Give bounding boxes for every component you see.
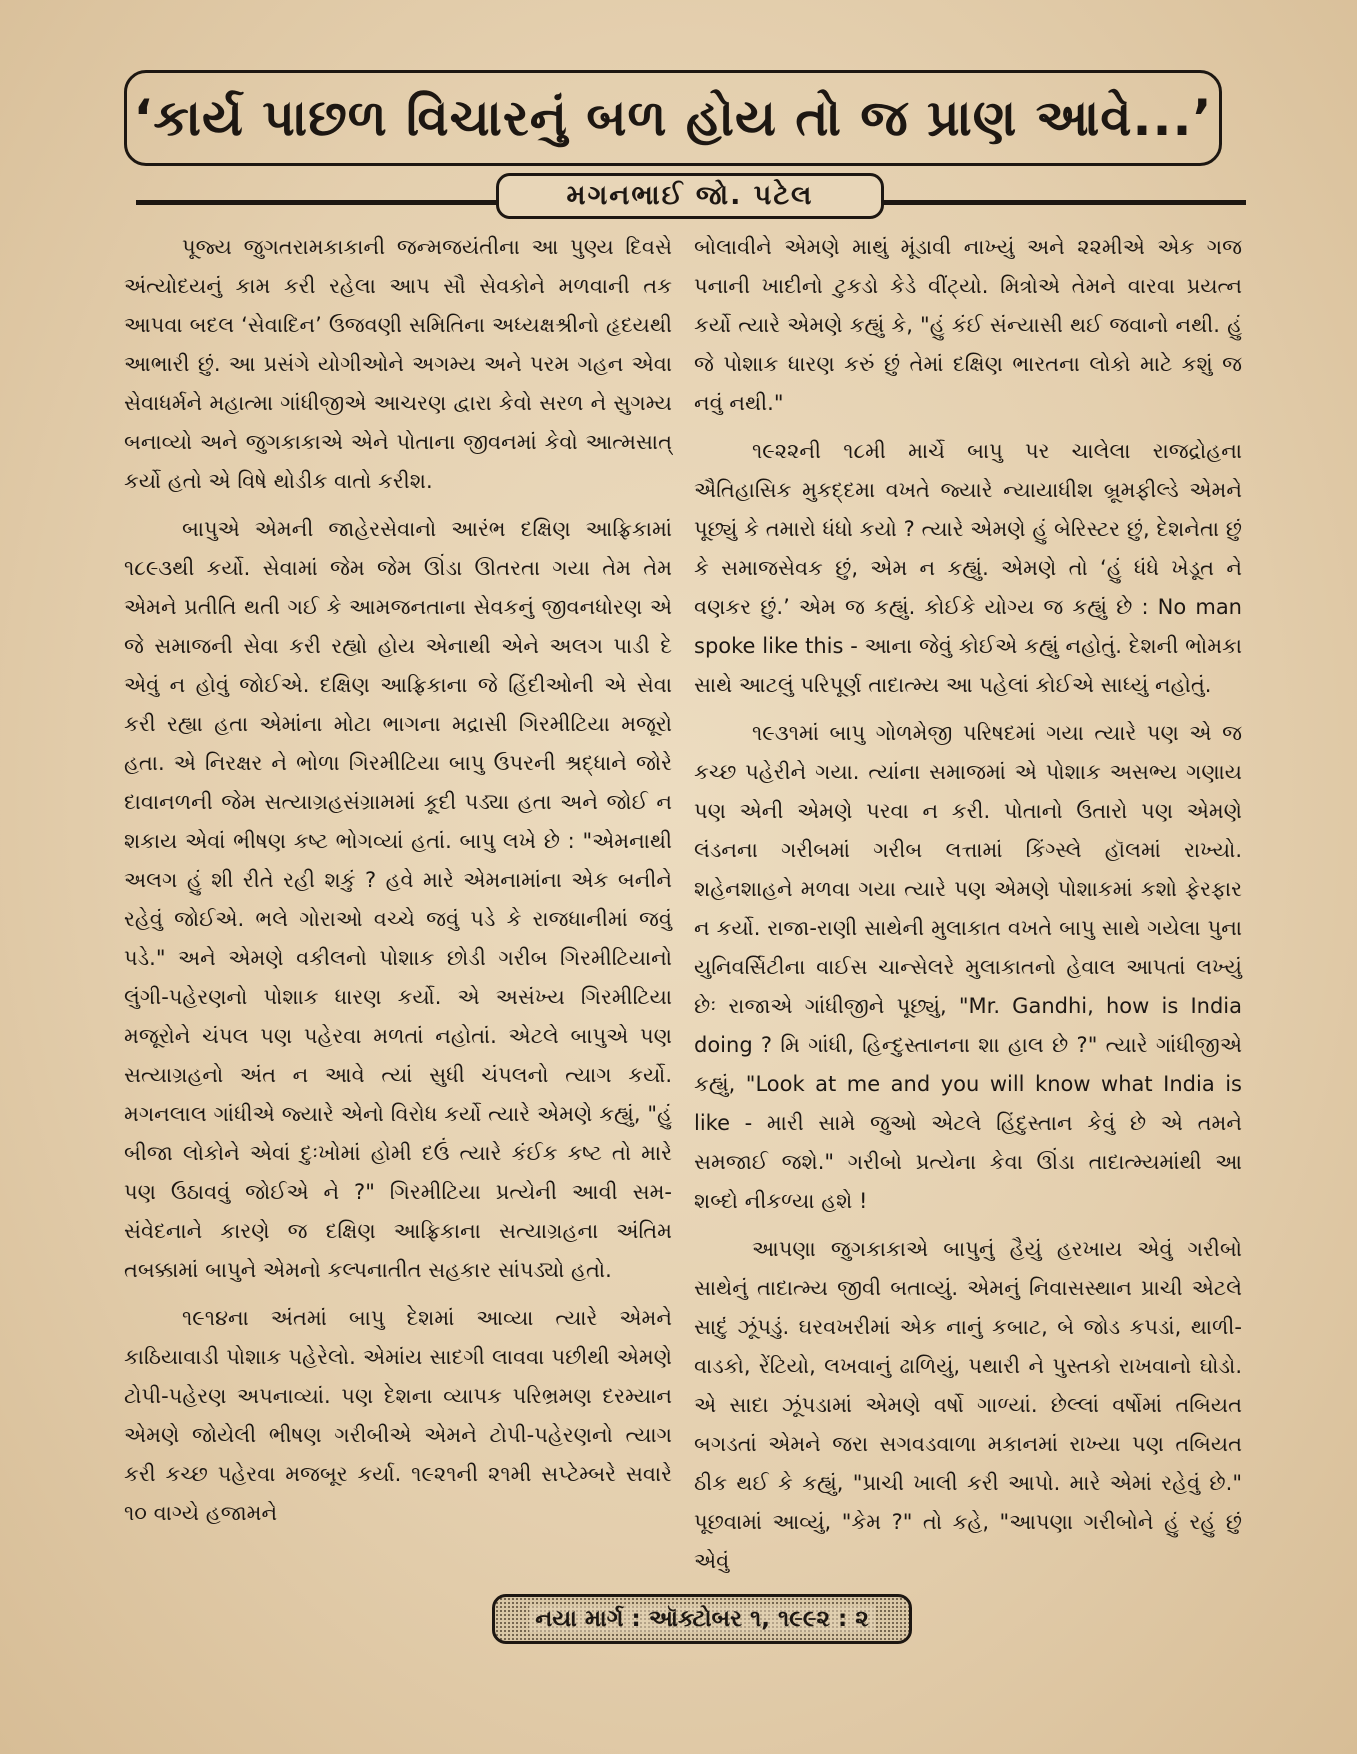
divider-left xyxy=(136,200,496,205)
footer-box xyxy=(492,1594,912,1644)
author-box xyxy=(496,173,884,219)
article-title: ‘કાર્ય પાછળ વિચારનું બળ હોય તો જ પ્રાણ આવે...’ xyxy=(133,88,1213,147)
footer-publication-date: નયા માર્ગ : ઑક્ટોબર ૧, ૧૯૯૨ : ૨ xyxy=(529,1606,874,1632)
author-name: મગનભાઈ જો. પટેલ xyxy=(566,180,814,211)
paragraph: પૂજ્ય જુગતરામકાકાની જન્મજયંતીના આ પુણ્ય દિવસે અંત્યોદયનું કામ કરી રહેલા આપ સૌ સેવકોને મળવાની તક આપવા બદલ ‘સેવાદિન’ ઉજવણી સમિતિના અધ્યક્ષશ્રીનો હૃદયથી આભારી છું. આ પ્રસંગે યોગીઓને અગમ્ય અને પરમ ગહન એવા સેવાધર્મને મહાત્મા ગાંધીજીએ આચરણ દ્વારા કેવો સરળ ને સુગમ્ય બનાવ્યો અને જુગકાકાએ એને પોતાના જીવનમાં કેવો આત્મસાત્ કર્યો હતો એ વિષે થોડીક વાતો કરીશ. xyxy=(124,235,672,493)
paragraph: બાપુએ એમની જાહેરસેવાનો આરંભ દક્ષિણ આફ્રિકામાં ૧૮૯૩થી કર્યો. સેવામાં જેમ જેમ ઊંડા ઊતરતા ગયા તેમ તેમ એમને પ્રતીતિ થતી ગઈ કે આમજનતાના સેવકનું જીવનધોરણ એ જે સમાજની સેવા કરી રહ્યો હોય એનાથી એને અલગ પાડી દે એવું ન હોવું જોઈએ. દક્ષિણ આફ્રિકાના જે હિંદીઓની એ સેવા કરી રહ્યા હતા એમાંના મોટા ભાગના મદ્રાસી ગિરમીટિયા મજૂરો હતા. એ નિરક્ષર ને ભોળા ગિરમીટિયા બાપુ ઉપરની શ્રદ્ધાને જોરે દાવાનળની જેમ સત્યાગ્રહસંગ્રામમાં કૂદી પડ્યા હતા અને જોઈ ન શકાય એવાં ભીષણ કષ્ટ ભોગવ્યાં હતાં. બાપુ લખે છે : "એમનાથી અલગ હું શી રીતે રહી શકું ? હવે મારે એમનામાંના એક બનીને રહેવું જોઈએ. ભલે ગોરાઓ વચ્ચે જવું પડે કે રાજધાનીમાં જવું પડે." અને એમણે વકીલનો પોશાક છોડી ગરીબ ગિરમીટિયાનો લુંગી-પહેરણનો પોશાક ધારણ કર્યો. એ અસંખ્ય ગિરમીટિયા મજૂરોને ચંપલ પણ પહેરવા મળતાં નહોતાં. એટલે બાપુએ પણ સત્યાગ્રહનો અંત ન આવે ત્યાં સુધી ચંપલનો ત્યાગ કર્યો. મગનલાલ ગાંધીએ જ્યારે એનો વિરોધ કર્યો ત્યારે એમણે કહ્યું, "હું બીજા લોકોને એવાં દુઃખોમાં હોમી દઉં ત્યારે કંઈક કષ્ટ તો મારે પણ ઉઠાવવું જોઈએ ને ?" ગિરમીટિયા પ્રત્યેની આવી સમ-સંવેદનાને કારણે જ દક્ષિણ આફ્રિકાના સત્યાગ્રહના અંતિમ તબક્કામાં બાપુને એમનો કલ્પનાતીત સહકાર સાંપડ્યો હતો. xyxy=(124,517,672,1282)
paragraph: ૧૯૨૨ની ૧૮મી માર્ચે બાપુ પર ચાલેલા રાજદ્રોહના ઐતિહાસિક મુકદ્દમા વખતે જ્યારે ન્યાયાધીશ બ્રૂમફીલ્ડે એમને પૂછ્યું કે તમારો ધંધો કયો ? ત્યારે એમણે હું બેરિસ્ટર છું, દેશનેતા છું કે સમાજસેવક છું, એમ ન કહ્યું. એમણે તો ‘હું ધંધે ખેડૂત ને વણકર છું.’ એમ જ કહ્યું. કોઈકે યોગ્ય જ કહ્યું છે : No man spoke like this - આના જેવું કોઈએ કહ્યું નહોતું. દેશની ભોમકા સાથે આટલું પરિપૂર્ણ તાદાત્મ્ય આ પહેલાં કોઈએ સાધ્યું નહોતું. xyxy=(694,439,1242,697)
paragraph: આપણા જુગકાકાએ બાપુનું હૈયું હરખાય એવું ગરીબો સાથેનું તાદાત્મ્ય જીવી બતાવ્યું. એમનું નિવાસસ્થાન પ્રાચી એટલે સાદું ઝૂંપડું. ઘરવખરીમાં એક નાનું કબાટ, બે જોડ કપડાં, થાળી-વાડકો, રેંટિયો, લખવાનું ઢાળિયું, પથારી ને પુસ્તકો રાખવાનો ઘોડો. એ સાદા ઝૂંપડામાં એમણે વર્ષો ગાળ્યાં. છેલ્લાં વર્ષોમાં તબિયત બગડતાં એમને જરા સગવડવાળા મકાનમાં રાખ્યા પણ તબિયત ઠીક થઈ કે કહ્યું, "પ્રાચી ખાલી કરી આપો. મારે એમાં રહેવું છે." પૂછવામાં આવ્યું, "કેમ ?" તો કહે, "આપણા ગરીબોને હું રહું છું એવું xyxy=(694,1237,1242,1573)
paragraph: બોલાવીને એમણે માથું મૂંડાવી નાખ્યું અને ૨૨મીએ એક ગજ પનાની ખાદીનો ટુકડો કેડે વીંટ્યો. મિત્રોએ તેમને વારવા પ્રયત્ન કર્યો ત્યારે એમણે કહ્યું કે, "હું કંઈ સંન્યાસી થઈ જવાનો નથી. હું જે પોશાક ધારણ કરું છું તેમાં દક્ષિણ ભારતના લોકો માટે કશું જ નવું નથી." xyxy=(694,235,1242,415)
divider-right xyxy=(884,200,1246,205)
title-box xyxy=(124,70,1222,166)
right-column xyxy=(694,228,1242,1590)
left-column xyxy=(124,228,672,1542)
paragraph: ૧૯૧૪ના અંતમાં બાપુ દેશમાં આવ્યા ત્યારે એમને કાઠિયાવાડી પોશાક પહેરેલો. એમાંય સાદગી લાવવા પછીથી એમણે ટોપી-પહેરણ અપનાવ્યાં. પણ દેશના વ્યાપક પરિભ્રમણ દરમ્યાન એમણે જોયેલી ભીષણ ગરીબીએ એમને ટોપી-પહેરણનો ત્યાગ કરી કચ્છ પહેરવા મજબૂર કર્યા. ૧૯૨૧ની ૨૧મી સપ્ટેમ્બરે સવારે ૧૦ વાગ્યે હજામને xyxy=(124,1306,672,1525)
paragraph: ૧૯૩૧માં બાપુ ગોળમેજી પરિષદમાં ગયા ત્યારે પણ એ જ કચ્છ પહેરીને ગયા. ત્યાંના સમાજમાં એ પોશાક અસભ્ય ગણાય પણ એની એમણે પરવા ન કરી. પોતાનો ઉતારો પણ એમણે લંડનના ગરીબમાં ગરીબ લત્તામાં કિંગ્સ્લે હૉલમાં રાખ્યો. શહેનશાહને મળવા ગયા ત્યારે પણ એમણે પોશાકમાં કશો ફેરફાર ન કર્યો. રાજા-રાણી સાથેની મુલાકાત વખતે બાપુ સાથે ગયેલા પુના યુનિવર્સિટીના વાઈસ ચાન્સેલરે મુલાકાતનો હેવાલ આપતાં લખ્યું છેઃ રાજાએ ગાંધીજીને પૂછ્યું, "Mr. Gandhi, how is India doing ? મિ ગાંધી, હિન્દુસ્તાનના શા હાલ છે ?" ત્યારે ગાંધીજીએ કહ્યું, "Look at me and you will know what India is like - મારી સામે જુઓ એટલે હિંદુસ્તાન કેવું છે એ તમને સમજાઈ જશે." ગરીબો પ્રત્યેના કેવા ઊંડા તાદાત્મ્યમાંથી આ શબ્દો નીકળ્યા હશે ! xyxy=(694,721,1242,1213)
